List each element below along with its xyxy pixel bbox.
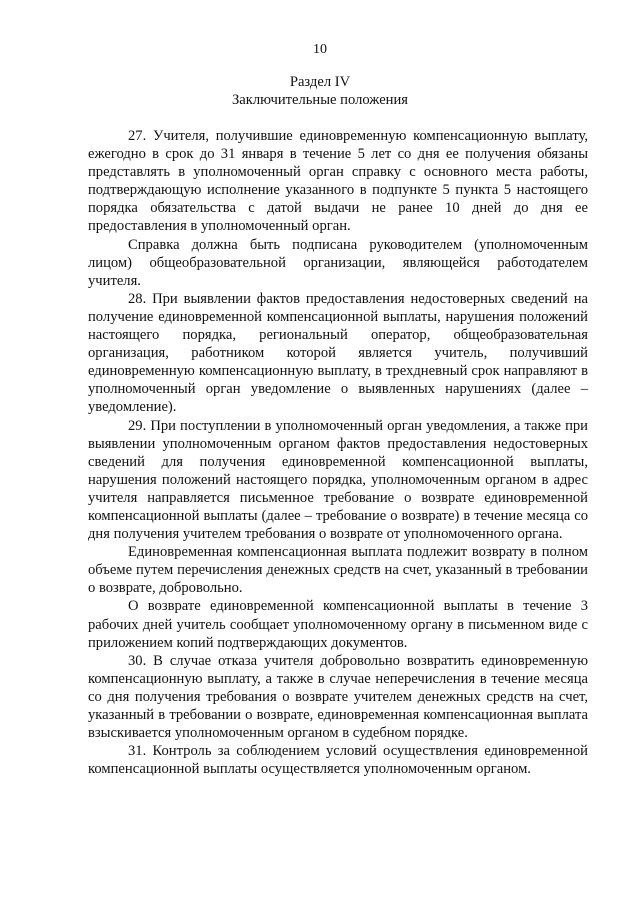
section-title: Заключительные положения	[231, 92, 409, 108]
paragraph-28: 28. При выявлении фактов предоставления недостоверных сведений на получение единовременной компенсационной выплаты, нарушения положений настоящего порядка, региональный оператор, общеобразовательная организация, работником которой является учитель, получивший единовременную компенсационную выплату, в трехдневный срок направляют в уполномоченный орган уведомление о выявленных нарушениях (далее – уведомление).	[88, 290, 588, 416]
paragraph-27: 27. Учителя, получившие единовременную компенсационную выплату, ежегодно в срок до 31 января в течение 5 лет со дня ее получения обязаны представлять в уполномоченный орган справку с основного места работы, подтверждающую исполнение указанного в подпункте 5 пункта 5 настоящего порядка обязательства с датой выдачи не ранее 10 дней до дня ее предоставления в уполномоченный орган.	[88, 128, 588, 235]
paragraph-certificate-signature: Справка должна быть подписана руководителем (уполномоченным лицом) общеобразовательной организации, являющейся работодателем учителя.	[88, 236, 588, 289]
page-number: 10	[313, 42, 327, 57]
section-number: Раздел IV	[289, 74, 351, 90]
paragraph-refund-full-amount: Единовременная компенсационная выплата подлежит возврату в полном объеме путем перечисления денежных средств на счет, указанный в требовании о возврате, добровольно.	[88, 544, 588, 597]
section-heading	[0, 73, 640, 109]
paragraph-29: 29. При поступлении в уполномоченный орган уведомления, а также при выявлении уполномоченным органом фактов предоставления недостоверных сведений для получения единовременной компенсационной выплаты, нарушения положений настоящего порядка, уполномоченным органом в адрес учителя направляется письменное требование о возврате единовременной компенсационной выплаты (далее – требование о возврате) в течение месяца со дня получения учителем требования о возврате от уполномоченного органа.	[88, 417, 588, 543]
paragraph-30: 30. В случае отказа учителя добровольно возвратить единовременную компенсационную выплату, а также в случае неперечисления в течение месяца со дня получения требования о возврате учителем денежных средств на счет, указанный в требовании о возврате, единовременная компенсационная выплата взыскивается уполномоченным органом в судебном порядке.	[88, 652, 588, 742]
paragraph-refund-notification: О возврате единовременной компенсационной выплаты в течение 3 рабочих дней учитель сообщает уполномоченному органу в письменном виде с приложением копий подтверждающих документов.	[88, 598, 588, 651]
paragraph-31: 31. Контроль за соблюдением условий осуществления единовременной компенсационной выплаты осуществляется уполномоченным органом.	[88, 743, 588, 778]
document-body	[88, 127, 588, 778]
